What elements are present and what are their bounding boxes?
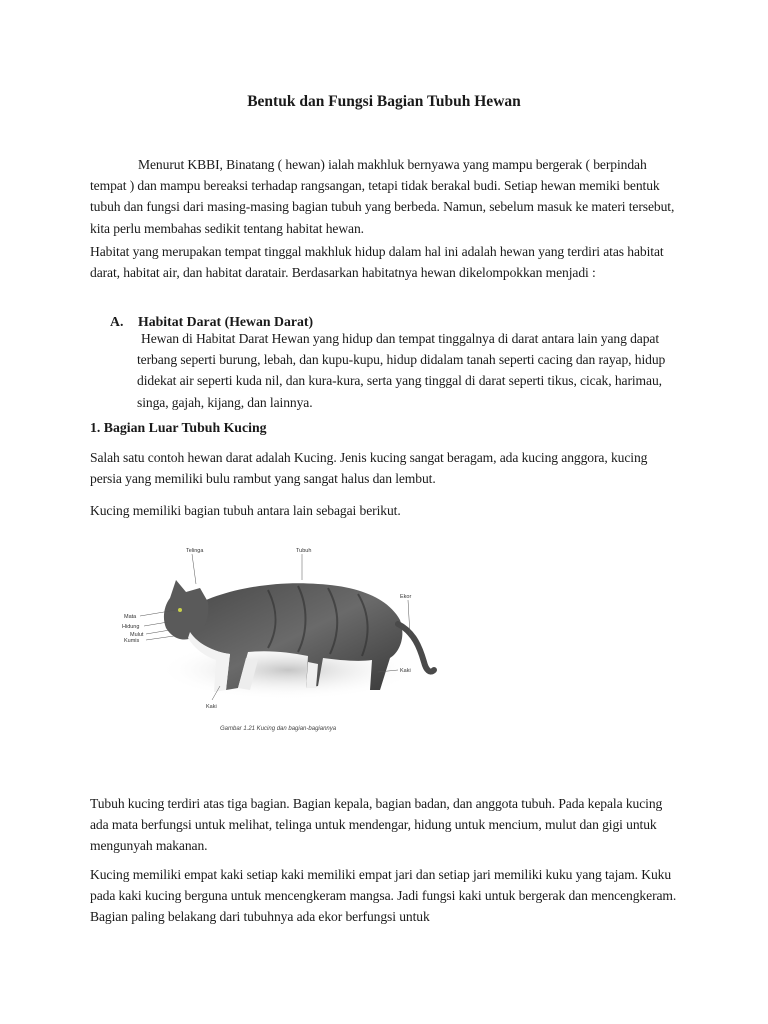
paragraph-tiga-bagian: Tubuh kucing terdiri atas tiga bagian. Bagian kepala, bagian badan, dan anggota tubuh. Pada kepala kucing ada mata berfungsi untuk melihat, telinga untuk mendengar, hidung untuk mencium, mulut dan gigi untuk mengunyah makanan. <box>90 796 663 854</box>
label-ekor: Ekor <box>400 594 412 600</box>
document-title: Bentuk dan Fungsi Bagian Tubuh Hewan <box>247 93 521 110</box>
paragraph-bagian-tubuh: Kucing memiliki bagian tubuh antara lain sebagai berikut. <box>90 503 401 518</box>
paragraph-intro: Menurut KBBI, Binatang ( hewan) ialah makhluk bernyawa yang mampu bergerak ( berpindah tempat ) dan mampu bereaksi terhadap rangsangan, tetapi tidak berakal budi. Setiap hewan memiki bentuk tubuh dan fungsi dari masing-masing bagian tubuh yang berbeda. Namun, sebelum masuk ke materi tersebut, kita perlu membahas sedikit tentang habitat hewan. <box>90 157 675 236</box>
cat-illustration <box>118 540 458 736</box>
section-a-marker: A. <box>110 314 124 329</box>
label-mata: Mata <box>124 614 137 620</box>
section-a-title: Habitat Darat (Hewan Darat) <box>138 314 314 329</box>
label-kaki-bottom: Kaki <box>206 704 217 710</box>
label-kumis: Kumis <box>124 638 140 644</box>
paragraph-habitat: Habitat yang merupakan tempat tinggal makhluk hidup dalam hal ini adalah hewan yang terdiri atas habitat darat, habitat air, dan habitat daratair. Berdasarkan habitatnya hewan dikelompokkan menjadi : <box>90 244 664 281</box>
label-hidung: Hidung <box>122 624 140 630</box>
figure-caption: Gambar 1.21 Kucing dan bagian-bagiannya <box>220 726 337 732</box>
label-tubuh: Tubuh <box>296 548 312 554</box>
label-telinga: Telinga <box>186 548 204 554</box>
paragraph-empat-kaki: Kucing memiliki empat kaki setiap kaki memiliki empat jari dan setiap jari memiliki kuku yang tajam. Kuku pada kaki kucing berguna untuk mencengkeram mangsa. Jadi fungsi kaki untuk bergerak dan mencengkeram. Bagian paling belakang dari tubuhnya ada ekor berfungsi untuk <box>90 867 677 925</box>
label-kaki-right: Kaki <box>400 668 411 674</box>
cat-figure <box>118 540 458 736</box>
paragraph-contoh-kucing: Salah satu contoh hewan darat adalah Kucing. Jenis kucing sangat beragam, ada kucing anggora, kucing persia yang memiliki bulu rambut yang sangat halus dan lembut. <box>90 450 648 487</box>
label-mulut: Mulut <box>130 632 144 638</box>
heading-bagian-luar: 1. Bagian Luar Tubuh Kucing <box>90 420 267 435</box>
paragraph-section-a: Hewan di Habitat Darat Hewan yang hidup dan tempat tinggalnya di darat antara lain yang dapat terbang seperti burung, lebah, dan kupu-kupu, hidup didalam tanah seperti cacing dan rayap, hidup didekat air seperti kuda nil, dan kura-kura, serta yang tinggal di darat seperti tikus, cicak, harimau, singa, gajah, kijang, dan lainnya. <box>137 331 666 410</box>
